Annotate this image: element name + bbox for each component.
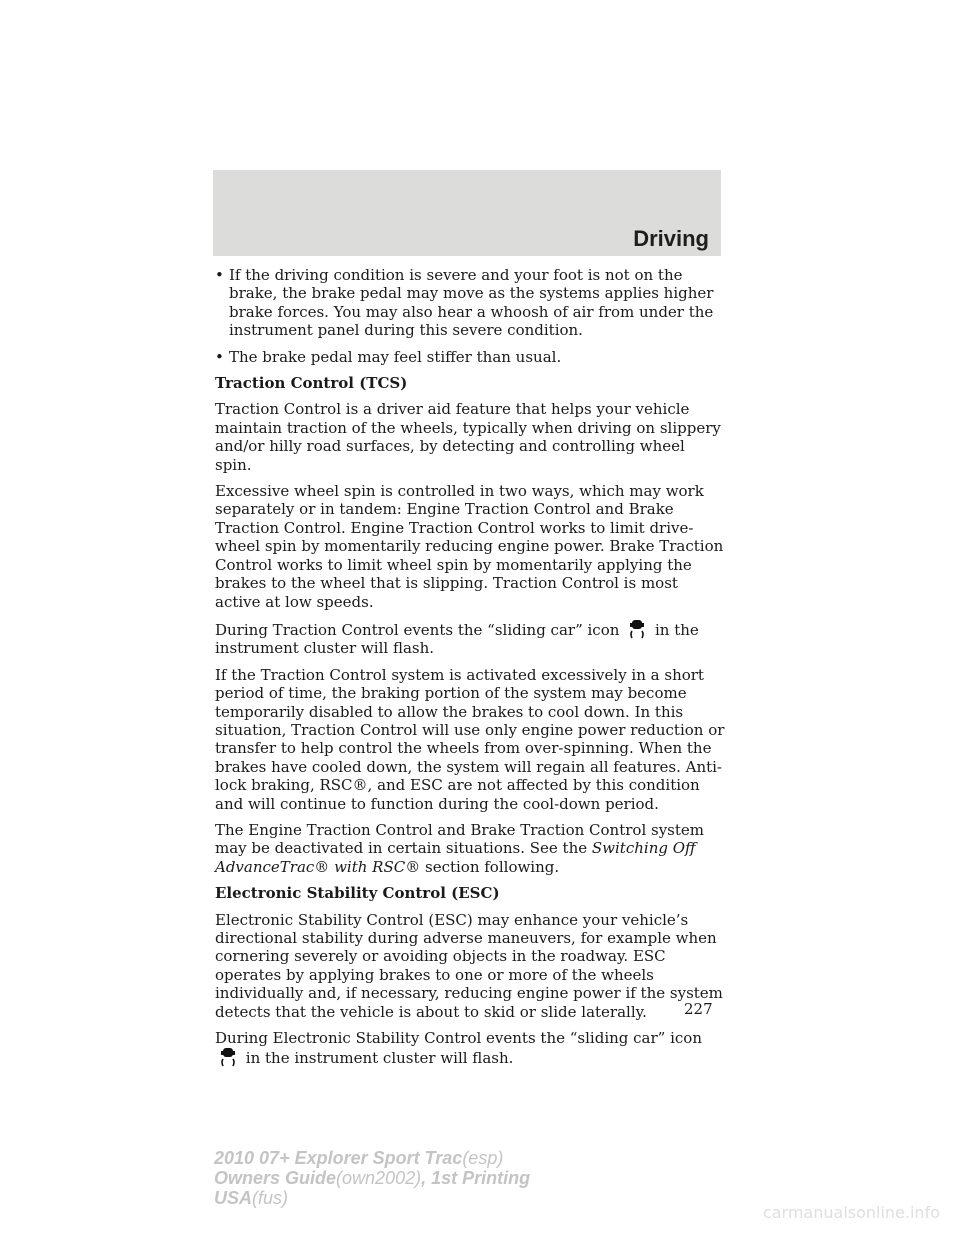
sliding-car-icon: [217, 1047, 239, 1067]
bullet-item: [215, 348, 725, 366]
page-content: [215, 266, 725, 1076]
section-reference: Switching Off AdvanceTrac® with RSC®: [215, 839, 696, 876]
section-title: Driving: [633, 226, 709, 251]
bullet-dot: •: [215, 347, 224, 366]
section-header-band: [213, 170, 721, 256]
footer-print-info: [214, 1148, 530, 1208]
tcs-paragraph: Traction Control is a driver aid feature that helps your vehicle maintain traction of the wheels, typically when driving on slippery and/or hilly road surfaces, by detecting and controlling wheel spin.: [215, 400, 721, 474]
footer-line: 2010 07+ Explorer Sport Trac(esp): [214, 1148, 504, 1168]
tcs-heading: Traction Control (TCS): [215, 374, 408, 393]
esc-heading: Electronic Stability Control (ESC): [215, 884, 500, 903]
sliding-car-icon: [626, 619, 648, 639]
esc-paragraph: Electronic Stability Control (ESC) may enhance your vehicle’s directional stability during adverse maneuvers, for example when cornering severely or avoiding objects in the roadway. ESC operates by applying brakes to one or more of the wheels individually and, if necessary, reducing engine power if the system detects that the vehicle is about to skid or slide laterally.: [215, 910, 723, 1021]
footer-line: USA(fus): [214, 1188, 289, 1208]
tcs-paragraph: If the Traction Control system is activated excessively in a short period of time, the braking portion of the system may become temporarily disabled to allow the brakes to cool down. In this situation, Traction Control will use only engine power reduction or transfer to help control the wheels from over-spinning. When the brakes have cooled down, the system will regain all features. Anti-lock braking, RSC®, and ESC are not affected by this condition and will continue to function during the cool-down period.: [215, 665, 725, 813]
bullet-text: The brake pedal may feel stiffer than usual.: [229, 347, 562, 366]
bullet-item: [215, 266, 725, 340]
tcs-paragraph: Excessive wheel spin is controlled in two ways, which may work separately or in tandem: Engine Traction Control and Brake Traction Control. Engine Traction Control works to limit drive-wheel spin by momentarily reducing engine power. Brake Traction Control works to limit wheel spin by momentarily applying the brakes to the wheel that is slipping. Traction Control is most active at low speeds.: [215, 482, 724, 611]
bullet-dot: •: [215, 266, 224, 284]
bullet-text: If the driving condition is severe and your foot is not on the brake, the brake pedal may move as the systems applies higher brake forces. You may also hear a whoosh of air from under the instrument panel during this severe condition.: [229, 266, 714, 340]
page-number: 227: [684, 1000, 713, 1018]
tcs-icon-paragraph: During Traction Control events the “sliding car” icon in the instrument cluster will flash.: [215, 620, 699, 658]
watermark: carmanualsonline.info: [762, 1203, 940, 1222]
tcs-reference-paragraph: The Engine Traction Control and Brake Traction Control system may be deactivated in certain situations. See the Switching Off AdvanceTrac® with RSC® section following.: [215, 820, 705, 876]
esc-icon-paragraph: During Electronic Stability Control events the “sliding car” icon in the instrument cluster will flash.: [215, 1029, 702, 1068]
footer-line: Owners Guide(own2002), 1st Printing: [214, 1168, 531, 1188]
